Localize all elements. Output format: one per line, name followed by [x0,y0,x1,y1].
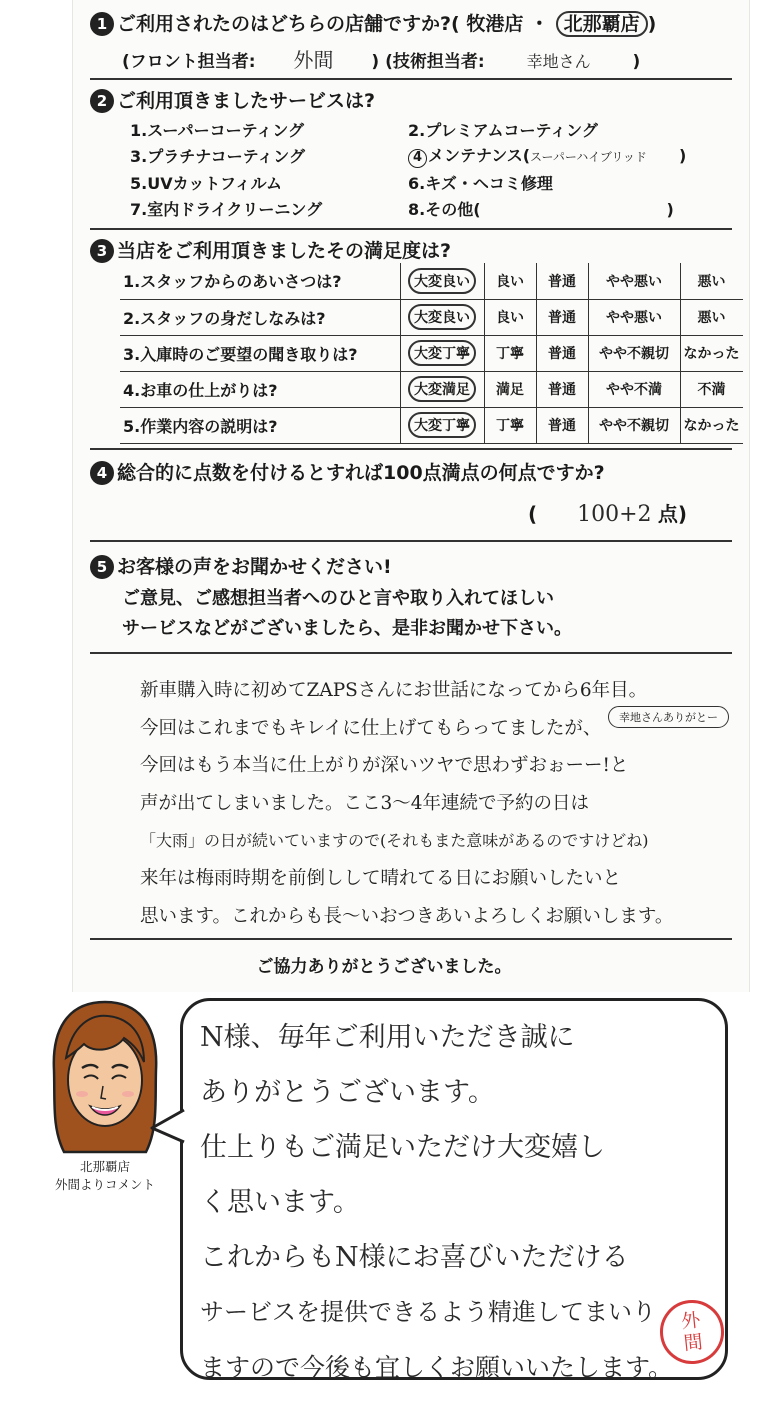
satisfaction-option: 普通 [536,371,588,407]
reply-line: N様、毎年ご利用いただき誠に [200,1022,575,1053]
reply-line: 仕上りもご満足いただけ大変嬉し [200,1132,605,1163]
score-answer: ( 100+2 点) [528,502,687,527]
reply-line: ますので今後も宜しくお願いいたします。 [200,1353,674,1382]
service-option: 6.キズ・ヘコミ修理 [408,173,553,193]
reply-line: く思います。 [200,1187,360,1218]
satisfaction-option-selected: 大変丁寧 [400,407,484,443]
satisfaction-row [120,335,743,371]
service-option: 1.スーパーコーティング [130,120,305,140]
satisfaction-option: 不満 [680,371,743,407]
q5-subtitle-1: ご意見、ご感想担当者へのひと言や取り入れてほしい [122,588,554,609]
service-option: 2.プレミアムコーティング [408,120,598,140]
satisfaction-option: やや悪い [588,263,680,299]
divider [90,938,732,940]
score-value: 100+2 [577,502,652,527]
satisfaction-option: 丁寧 [484,407,536,443]
satisfaction-option: やや不満 [588,371,680,407]
satisfaction-option-selected: 大変丁寧 [400,335,484,371]
staff-reply [200,1010,720,1395]
service-row [130,143,730,170]
service-row [130,169,730,196]
satisfaction-option: やや不親切 [588,407,680,443]
satisfaction-option: 普通 [536,335,588,371]
service-options [130,116,730,222]
q1-title: 1 ご利用されたのはどちらの店舗ですか?( 牧港店 ・ 北那覇店 ) [90,9,656,37]
q3-number-icon: 3 [90,239,114,263]
satisfaction-question: 1.スタッフからのあいさつは? [120,263,400,299]
satisfaction-row [120,371,743,407]
satisfaction-option: 良い [484,263,536,299]
satisfaction-option: 良い [484,299,536,335]
satisfaction-option: 普通 [536,299,588,335]
satisfaction-option: なかった [680,335,743,371]
q4-title: 4 総合的に点数を付けるとすれば100点満点の何点ですか? [90,458,605,485]
satisfaction-option-selected: 大変満足 [400,371,484,407]
comment-line: 今回はもう本当に仕上がりが深いツヤで思わずおぉーー!と [140,755,629,777]
satisfaction-option: 普通 [536,407,588,443]
service-option: 7.室内ドライクリーニング [130,200,323,220]
q2-number-icon: 2 [90,89,114,113]
speech-bubble-tail [150,1106,186,1146]
q5-subtitle-2: サービスなどがございましたら、是非お聞かせ下さい。 [122,618,572,639]
divider [90,540,732,542]
satisfaction-question: 5.作業内容の説明は? [120,407,400,443]
satisfaction-option: 普通 [536,263,588,299]
service-option-selected: 4 メンテナンス(スーパーハイブリッド ) [408,143,730,168]
tech-staff-value: 幸地さん [526,52,591,71]
q5-number-icon: 5 [90,555,114,579]
satisfaction-option-selected: 大変良い [400,263,484,299]
q5-title: 5 お客様の声をお聞かせください! [90,552,392,579]
satisfaction-row [120,263,743,299]
divider [90,652,732,654]
divider [90,228,732,230]
q2-title: 2 ご利用頂きましたサービスは? [90,86,375,113]
q1-staff-line: (フロント担当者: 外間 ) (技術担当者: 幸地さん ) [122,44,640,73]
service-option: 3.プラチナコーティング [130,147,305,167]
comment-line: 来年は梅雨時期を前倒しして晴れてる日にお願いしたいと [140,867,622,889]
staff-avatar-icon [46,998,164,1154]
comment-line: 「大雨」の日が続いていますので(それもまた意味があるのですけどね) [140,831,649,851]
satisfaction-option: 悪い [680,263,743,299]
satisfaction-row [120,299,743,335]
thanks-message: ご協力ありがとうございました。 [256,957,512,977]
reply-line: サービスを提供できるよう精進してまいり [200,1298,656,1326]
satisfaction-option: やや不親切 [588,335,680,371]
satisfaction-option: 悪い [680,299,743,335]
satisfaction-question: 3.入庫時のご要望の聞き取りは? [120,335,400,371]
name-seal-stamp: 外 間 [657,1297,727,1367]
front-staff-value: 外間 [293,48,334,72]
satisfaction-option: なかった [680,407,743,443]
q4-number-icon: 4 [90,461,114,485]
satisfaction-question: 4.お車の仕上がりは? [120,371,400,407]
satisfaction-option-selected: 大変良い [400,299,484,335]
divider [90,448,732,450]
service-option: 8.その他( ) [408,200,674,220]
reply-line: これからもN様にお喜びいただける [200,1242,629,1273]
satisfaction-row [120,407,743,443]
service-row [130,116,730,143]
comment-line: 今回はこれまでもキレイに仕上げてもらってましたが、 [140,717,602,739]
q1-number-icon: 1 [90,12,114,36]
divider [90,78,732,80]
reply-line: ありがとうございます。 [200,1077,495,1108]
service-option: 5.UVカットフィルム [130,173,283,193]
comment-line: 思います。これからも長〜いおつきあいよろしくお願いします。 [140,905,674,927]
satisfaction-question: 2.スタッフの身だしなみは? [120,299,400,335]
service-row [130,196,730,223]
satisfaction-option: 満足 [484,371,536,407]
selected-circle-icon: 4 [408,149,427,168]
q3-title: 3 当店をご利用頂きましたその満足度は? [90,236,451,263]
comment-line: 新車購入時に初めてZAPSさんにお世話になってから6年目。 [140,680,648,701]
satisfaction-option: 丁寧 [484,335,536,371]
q1-store-selected: 北那覇店 [556,11,648,37]
staff-caption: 北那覇店 外間よりコメント [54,1159,155,1192]
satisfaction-option: やや悪い [588,299,680,335]
comment-line: 声が出てしまいました。ここ3〜4年連続で予約の日は [140,792,590,814]
handwritten-callout: 幸地さんありがとー [608,706,729,728]
satisfaction-table [120,263,743,444]
